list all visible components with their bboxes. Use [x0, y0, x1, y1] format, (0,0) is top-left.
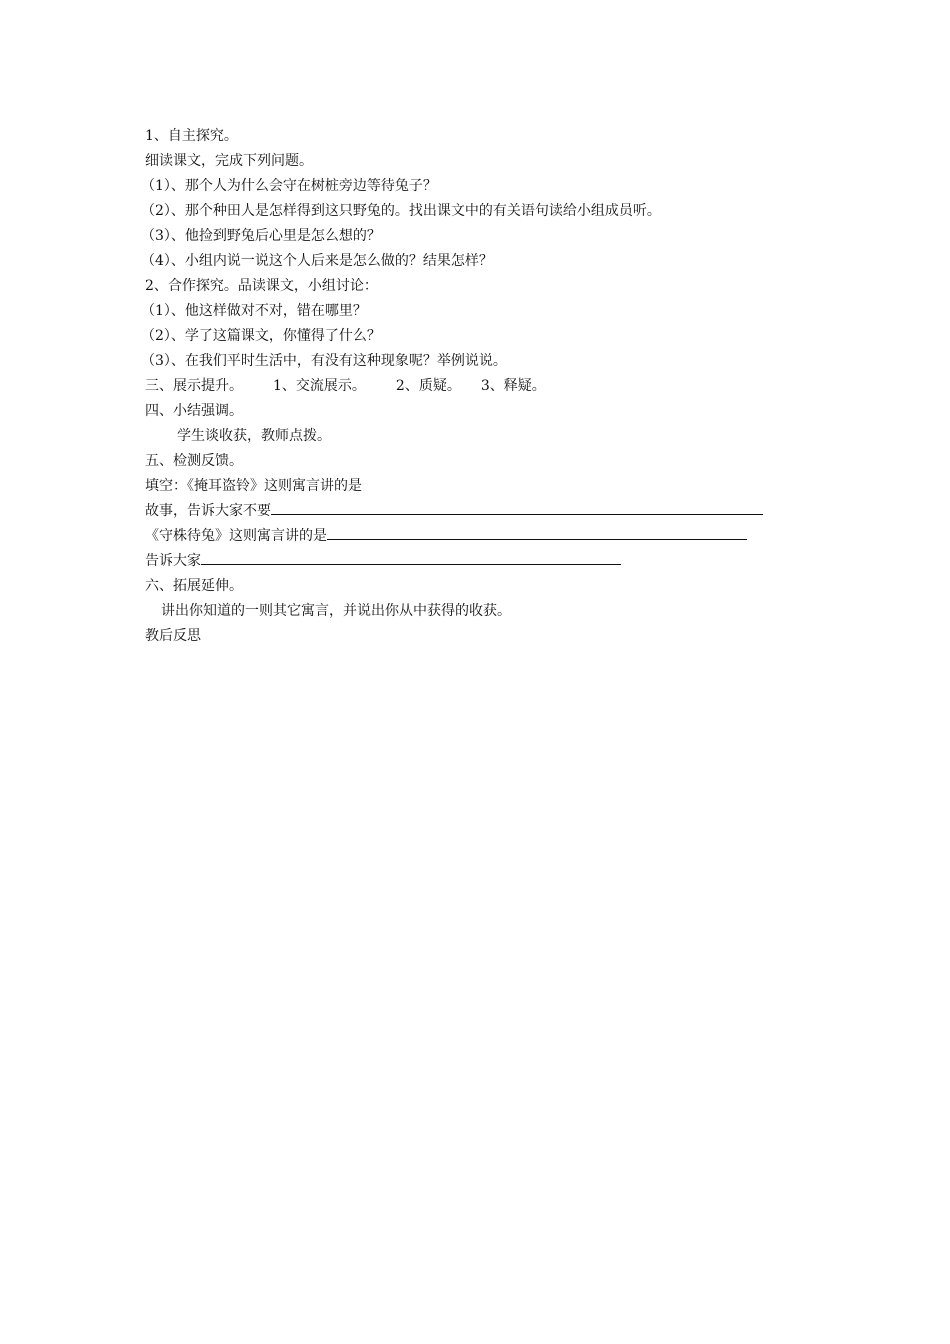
fill-in-text-2: 《守株待兔》这则寓言讲的是 — [145, 528, 327, 544]
fill-in-prompt: 填空：《掩耳盗铃》这则寓言讲的是 — [145, 478, 362, 494]
fill-in-line-1 — [145, 499, 825, 524]
step-question: 2、质疑。 — [395, 378, 461, 394]
question-2-1: （1）、他这样做对不对，错在哪里？ — [141, 303, 367, 319]
section-6-heading: 六、拓展延伸。 — [145, 578, 243, 594]
section-3-heading: 三、展示提升。 — [145, 378, 243, 394]
instruction-text: 细读课文，完成下列问题。 — [145, 153, 313, 169]
fill-in-text-3: 告诉大家 — [145, 553, 201, 569]
fill-in-text-1: 故事，告诉大家不要 — [145, 503, 271, 519]
section-3-line — [145, 374, 825, 399]
question-1-1: （1）、那个人为什么会守在树桩旁边等待兔子？ — [141, 178, 437, 194]
reflection-heading: 教后反思 — [145, 628, 201, 644]
question-1-2: （2）、那个种田人是怎样得到这只野兔的。找出课文中的有关语句读给小组成员听。 — [141, 203, 661, 219]
question-2-3: （3）、在我们平时生活中，有没有这种现象呢？举例说说。 — [141, 353, 507, 369]
step-answer: 3、释疑。 — [480, 378, 546, 394]
answer-blank-1[interactable] — [271, 499, 763, 515]
answer-blank-2[interactable] — [327, 524, 747, 540]
extension-text: 讲出你知道的一则其它寓言，并说出你从中获得的收获。 — [161, 603, 511, 619]
step-exchange: 1、交流展示。 — [273, 378, 366, 394]
question-2-2: （2）、学了这篇课文，你懂得了什么？ — [141, 328, 381, 344]
fill-in-line-3 — [145, 549, 825, 574]
section-2-heading: 2、合作探究。品读课文，小组讨论： — [145, 278, 378, 294]
document-body — [141, 124, 825, 649]
section-4-heading: 四、小结强调。 — [145, 403, 243, 419]
section-5-heading: 五、检测反馈。 — [145, 453, 243, 469]
answer-blank-3[interactable] — [201, 549, 621, 565]
question-1-3: （3）、他捡到野兔后心里是怎么想的？ — [141, 228, 381, 244]
section-1-heading: 1、自主探究。 — [145, 128, 238, 144]
question-1-4: （4）、小组内说一说这个人后来是怎么做的？结果怎样？ — [141, 253, 493, 269]
fill-in-line-2 — [145, 524, 825, 549]
summary-text: 学生谈收获，教师点拨。 — [177, 428, 331, 444]
